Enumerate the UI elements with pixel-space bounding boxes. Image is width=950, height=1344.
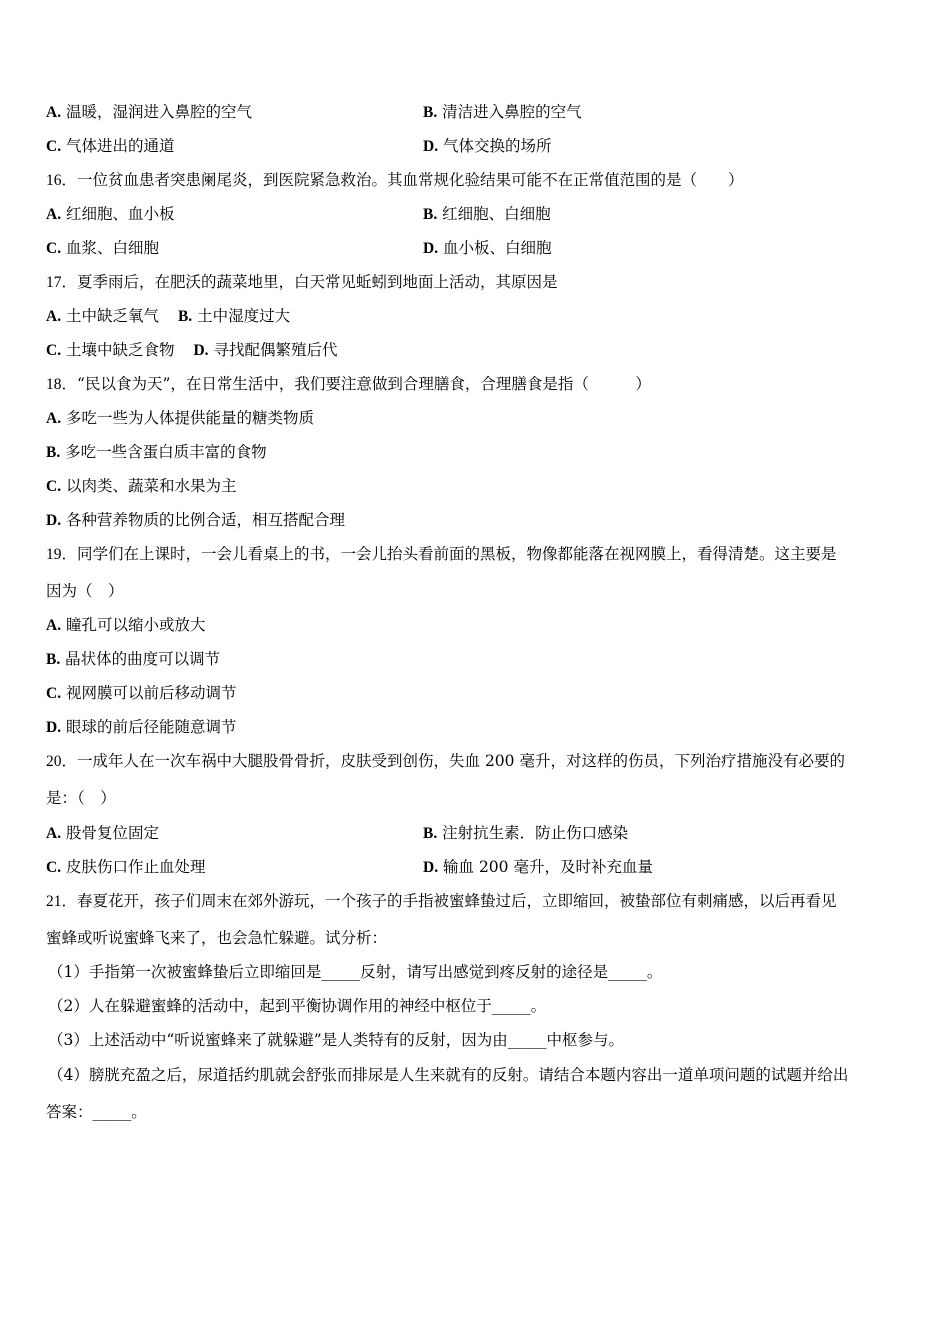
q19-option-a: A. 瞳孔可以缩小或放大 — [46, 616, 206, 634]
q15-option-a: A. 温暖，湿润进入鼻腔的空气 — [46, 103, 253, 121]
q19-option-b: B. 晶状体的曲度可以调节 — [46, 650, 221, 668]
q21-stem-line-1: 21．春夏花开，孩子们周末在郊外游玩，一个孩子的手指被蜜蜂蛰过后，立即缩回，被蛰部位有刺痛感，以后再看见 — [46, 892, 837, 910]
q21-sub-4-line-2: 答案：_____。 — [46, 1103, 147, 1121]
q15-option-row-2 — [46, 136, 552, 157]
q19-option-d: D. 眼球的前后径能随意调节 — [46, 718, 237, 736]
q17-stem: 17．夏季雨后，在肥沃的蔬菜地里，白天常见蚯蚓到地面上活动，其原因是 — [46, 273, 558, 291]
q16-option-row-2 — [46, 238, 552, 259]
q18-option-d: D. 各种营养物质的比例合适，相互搭配合理 — [46, 511, 346, 529]
q15-option-b: B. 清洁进入鼻腔的空气 — [423, 103, 582, 121]
q18-option-c: C. 以肉类、蔬菜和水果为主 — [46, 477, 237, 495]
q16-stem: 16．一位贫血患者突患阑尾炎，到医院紧急救治。其血常规化验结果可能不在正常值范围的是（ ） — [46, 171, 744, 189]
q17-option-row-1 — [46, 306, 290, 327]
q17-option-row-2 — [46, 340, 338, 361]
q18-option-b: B. 多吃一些含蛋白质丰富的食物 — [46, 443, 267, 461]
q21-sub-1: （1）手指第一次被蜜蜂蛰后立即缩回是_____反射，请写出感觉到疼反射的途径是_____。 — [48, 963, 663, 981]
q21-stem-line-2: 蜜蜂或听说蜜蜂飞来了，也会急忙躲避。试分析： — [46, 929, 388, 947]
q19-stem-line-1: 19．同学们在上课时，一会儿看桌上的书，一会儿抬头看前面的黑板，物像都能落在视网膜上，看得清楚。这主要是 — [46, 545, 837, 563]
q15-option-c: C. 气体进出的通道 — [46, 137, 175, 155]
q16-option-row-1 — [46, 204, 551, 225]
q15-option-d: D. 气体交换的场所 — [423, 137, 552, 155]
q20-option-row-1 — [46, 823, 629, 844]
q17-option-d: D. 寻找配偶繁殖后代 — [193, 341, 338, 359]
q20-stem-line-2: 是：（ ） — [46, 789, 116, 807]
q19-stem-line-2: 因为（ ） — [46, 582, 124, 600]
q21-sub-3: （3）上述活动中“听说蜜蜂来了就躲避”是人类特有的反射，因为由_____中枢参与。 — [48, 1031, 624, 1049]
q18-stem: 18．“民以食为天”，在日常生活中，我们要注意做到合理膳食，合理膳食是指（ ） — [46, 375, 651, 393]
q20-stem-line-1: 20．一成年人在一次车祸中大腿股骨骨折，皮肤受到创伤，失血 200 毫升，对这样的伤员，下列治疗措施没有必要的 — [46, 752, 845, 770]
q21-sub-4-line-1: （4）膀胱充盈之后，尿道括约肌就会舒张而排尿是人生来就有的反射。请结合本题内容出一道单项问题的试题并给出 — [48, 1066, 849, 1084]
q19-option-c: C. 视网膜可以前后移动调节 — [46, 684, 237, 702]
q21-sub-2: （2）人在躲避蜜蜂的活动中，起到平衡协调作用的神经中枢位于_____。 — [48, 997, 547, 1015]
q16-option-a: A. 红细胞、血小板 — [46, 205, 175, 223]
q20-option-a: A. 股骨复位固定 — [46, 824, 160, 842]
q20-option-c: C. 皮肤伤口作止血处理 — [46, 858, 206, 876]
q16-option-d: D. 血小板、白细胞 — [423, 239, 552, 257]
q17-option-a: A. 土中缺乏氧气 — [46, 307, 160, 325]
q20-option-d: D. 输血 200 毫升，及时补充血量 — [423, 858, 653, 876]
q17-option-b: B. 土中湿度过大 — [177, 307, 291, 325]
q17-option-c: C. 土壤中缺乏食物 — [46, 341, 175, 359]
q20-option-row-2 — [46, 857, 653, 878]
q16-option-b: B. 红细胞、白细胞 — [423, 205, 551, 223]
q16-option-c: C. 血浆、白细胞 — [46, 239, 160, 257]
q20-option-b: B. 注射抗生素．防止伤口感染 — [423, 824, 629, 842]
q15-option-row-1 — [46, 102, 582, 123]
q18-option-a: A. 多吃一些为人体提供能量的糖类物质 — [46, 409, 315, 427]
